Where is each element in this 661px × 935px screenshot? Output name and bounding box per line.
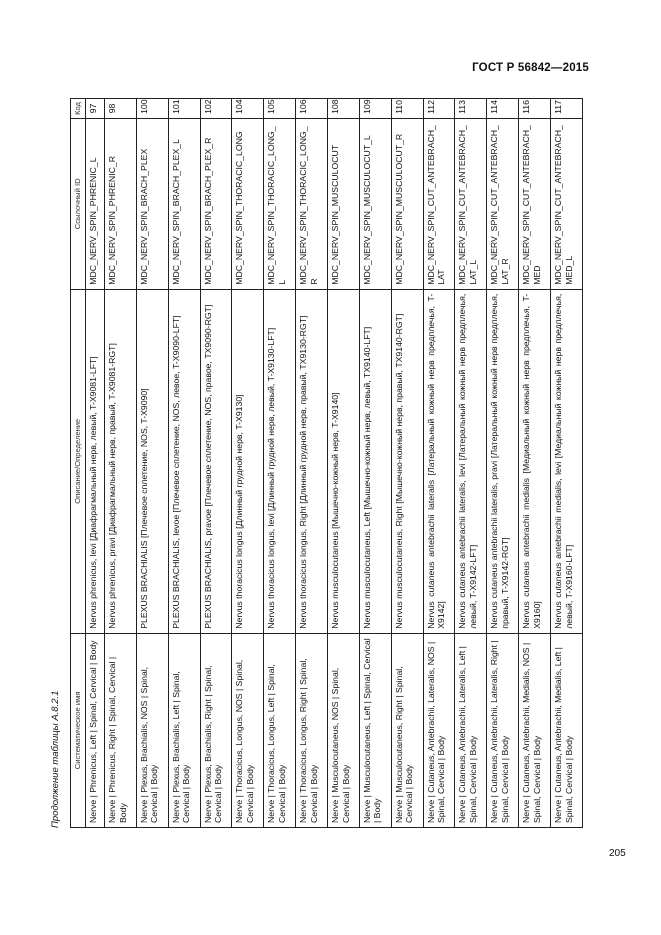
reference-id-cell: MDC_NERV_SPIN_PHRENIC_R — [104, 118, 136, 289]
description-cell: Nervus phrenicus, levi [Диафрагмальный нерв, левый, T-X9081-LFT] — [86, 289, 105, 633]
systematic-name-cell: Nerve | Thoracicus, Longus, NOS | Spinal, Cervical | Body — [232, 633, 264, 827]
code-cell: 102 — [200, 99, 232, 119]
reference-id-cell: MDC_NERV_SPIN_MUSCULOCUT — [327, 118, 359, 289]
description-cell: Nervus musculocutaneus, Right [Мышечно-кожный нерв, правый, TX9140-RGT] — [391, 289, 423, 633]
systematic-name-cell: Nerve | Phrenicus, Right | Spinal, Cervical | Body — [104, 633, 136, 827]
systematic-name-cell: Nerve | Musculocutaneus, Right | Spinal, Cervical | Body — [391, 633, 423, 827]
code-cell: 117 — [551, 99, 583, 119]
description-cell: PLEXUS BRACHIALIS, levoe [Плечевое сплетение, NOS, левое, T-X9090-LFT] — [168, 289, 200, 633]
description-cell: Nervus cutaneus antebrachii lateralis, levi [Латеральный кожный нерв предплечья, левый, T-X9142-LFT] — [455, 289, 487, 633]
reference-id-cell: MDC_NERV_SPIN_BRACH_PLEX_R — [200, 118, 232, 289]
table-caption: Продолжение таблицы А.8.2.1 — [50, 690, 61, 828]
code-cell: 97 — [86, 99, 105, 119]
reference-id-cell: MDC_NERV_SPIN_BRACH_PLEX — [136, 118, 168, 289]
reference-id-cell: MDC_NERV_SPIN_THORACIC_LONG_L — [264, 118, 296, 289]
table-row — [136, 99, 168, 828]
systematic-name-cell: Nerve | Plexus, Brachialis, NOS | Spinal, Cervical | Body — [136, 633, 168, 827]
document-code-header: ГОСТ Р 56842—2015 — [472, 62, 589, 74]
code-cell: 100 — [136, 99, 168, 119]
reference-id-cell: MDC_NERV_SPIN_CUT_ANTEBRACH_LAT — [423, 118, 455, 289]
reference-id-cell: MDC_NERV_SPIN_MUSCULOCUT_R — [391, 118, 423, 289]
reference-id-cell: MDC_NERV_SPIN_THORACIC_LONG — [232, 118, 264, 289]
description-cell: Nervus thoracicus longus, Right [Длинный грудной нерв, правый, TX9130-RGT] — [296, 289, 328, 633]
table-row — [359, 99, 391, 828]
code-cell: 108 — [327, 99, 359, 119]
column-header-reference-id: Ссылочный ID — [71, 118, 86, 289]
table-body — [86, 99, 583, 828]
code-cell: 110 — [391, 99, 423, 119]
reference-id-cell: MDC_NERV_SPIN_CUT_ANTEBRACH_LAT_R — [487, 118, 519, 289]
description-cell: PLEXUS BRACHIALIS, pravoe [Плечевое сплетение, NOS, правое, TX9090-RGT] — [200, 289, 232, 633]
systematic-name-cell: Nerve | Thoracicus, Longus, Right | Spinal, Cervical | Body — [296, 633, 328, 827]
table-row — [519, 99, 551, 828]
systematic-name-cell: Nerve | Cutaneus, Antebrachii, Medialis, NOS | Spinal, Cervical | Body — [519, 633, 551, 827]
column-header-code: Код — [71, 99, 86, 119]
description-cell: Nervus cutaneus antebrachii lateralis, pravi [Латеральный кожный нерв предплечья, правый, T-X9142-RGT] — [487, 289, 519, 633]
page-number: 205 — [609, 848, 626, 859]
systematic-name-cell: Nerve | Plexus, Brachialis, Left | Spinal, Cervical | Body — [168, 633, 200, 827]
description-cell: Nervus thoracicus longus, levi [Длинный грудной нерв, левый, T-X9130-LFT] — [264, 289, 296, 633]
table-header-row — [71, 99, 86, 828]
reference-id-cell: MDC_NERV_SPIN_CUT_ANTEBRACH_LAT_L — [455, 118, 487, 289]
column-header-systematic-name: Систематическое имя — [71, 633, 86, 827]
code-cell: 104 — [232, 99, 264, 119]
table-row — [551, 99, 583, 828]
description-cell: Nervus musculocutaneus, Left [Мышечно-кожный нерв, левый, TX9140-LFT] — [359, 289, 391, 633]
table-row — [327, 99, 359, 828]
systematic-name-cell: Nerve | Plexus, Brachialis, Right | Spinal, Cervical | Body — [200, 633, 232, 827]
table-row — [455, 99, 487, 828]
column-header-description: Описание/Определение — [71, 289, 86, 633]
table-row — [168, 99, 200, 828]
table-row — [200, 99, 232, 828]
code-cell: 113 — [455, 99, 487, 119]
table-row — [423, 99, 455, 828]
table-row — [232, 99, 264, 828]
systematic-name-cell: Nerve | Cutaneus, Antebrachii, Lateralis, Left | Spinal, Cervical | Body — [455, 633, 487, 827]
code-cell: 112 — [423, 99, 455, 119]
reference-id-cell: MDC_NERV_SPIN_PHRENIC_L — [86, 118, 105, 289]
table-row — [104, 99, 136, 828]
table-row — [86, 99, 105, 828]
systematic-name-cell: Nerve | Cutaneus, Antebrachii, Medialis, Left | Spinal, Cervical | Body — [551, 633, 583, 827]
table-row — [487, 99, 519, 828]
code-cell: 101 — [168, 99, 200, 119]
reference-id-cell: MDC_NERV_SPIN_BRACH_PLEX_L — [168, 118, 200, 289]
table-row — [264, 99, 296, 828]
systematic-name-cell: Nerve | Phrenicus, Left | Spinal, Cervical | Body — [86, 633, 105, 827]
description-cell: Nervus musculocutaneus [Мышечно-кожный нерв, T-X9140] — [327, 289, 359, 633]
table-row — [296, 99, 328, 828]
reference-id-cell: MDC_NERV_SPIN_CUT_ANTEBRACH_MED — [519, 118, 551, 289]
systematic-name-cell: Nerve | Cutaneus, Antebrachii, Lateralis, Right | Spinal, Cervical | Body — [487, 633, 519, 827]
reference-id-cell: MDC_NERV_SPIN_MUSCULOCUT_L — [359, 118, 391, 289]
description-cell: Nervus phrenicus, pravi [Диафрагмальный нерв, правый, T-X9081-RGT] — [104, 289, 136, 633]
systematic-name-cell: Nerve | Cutaneus, Antebrachii, Lateralis, NOS | Spinal, Cervical | Body — [423, 633, 455, 827]
code-cell: 106 — [296, 99, 328, 119]
description-cell: Nervus thoracicus longus [Длинный грудной нерв, T-X9130] — [232, 289, 264, 633]
systematic-name-cell: Nerve | Thoracicus, Longus, Left | Spinal, Cervical | Body — [264, 633, 296, 827]
reference-id-cell: MDC_NERV_SPIN_CUT_ANTEBRACH_MED_L — [551, 118, 583, 289]
code-cell: 116 — [519, 99, 551, 119]
description-cell: PLEXUS BRACHIALIS [Плечевое сплетение, NOS, T-X9090] — [136, 289, 168, 633]
reference-id-cell: MDC_NERV_SPIN_THORACIC_LONG_R — [296, 118, 328, 289]
nerve-terms-table — [70, 98, 583, 828]
code-cell: 109 — [359, 99, 391, 119]
code-cell: 105 — [264, 99, 296, 119]
table-row — [391, 99, 423, 828]
code-cell: 114 — [487, 99, 519, 119]
description-cell: Nervus cutaneus antebrachii medialis, levi [Медиальный кожный нерв предплечья, левый, T-X9160-LFT] — [551, 289, 583, 633]
description-cell: Nervus cutaneus antebrachii medialis [Медиальный кожный нерв предплечья, T-X9160] — [519, 289, 551, 633]
systematic-name-cell: Nerve | Musculocutaneus, NOS | Spinal, Cervical | Body — [327, 633, 359, 827]
systematic-name-cell: Nerve | Musculocutaneus, Left | Spinal, Cervical | Body — [359, 633, 391, 827]
description-cell: Nervus cutaneus antebrachii lateralis [Латеральный кожный нерв предплечья, T-X9142] — [423, 289, 455, 633]
rotated-table-block — [44, 98, 584, 828]
code-cell: 98 — [104, 99, 136, 119]
